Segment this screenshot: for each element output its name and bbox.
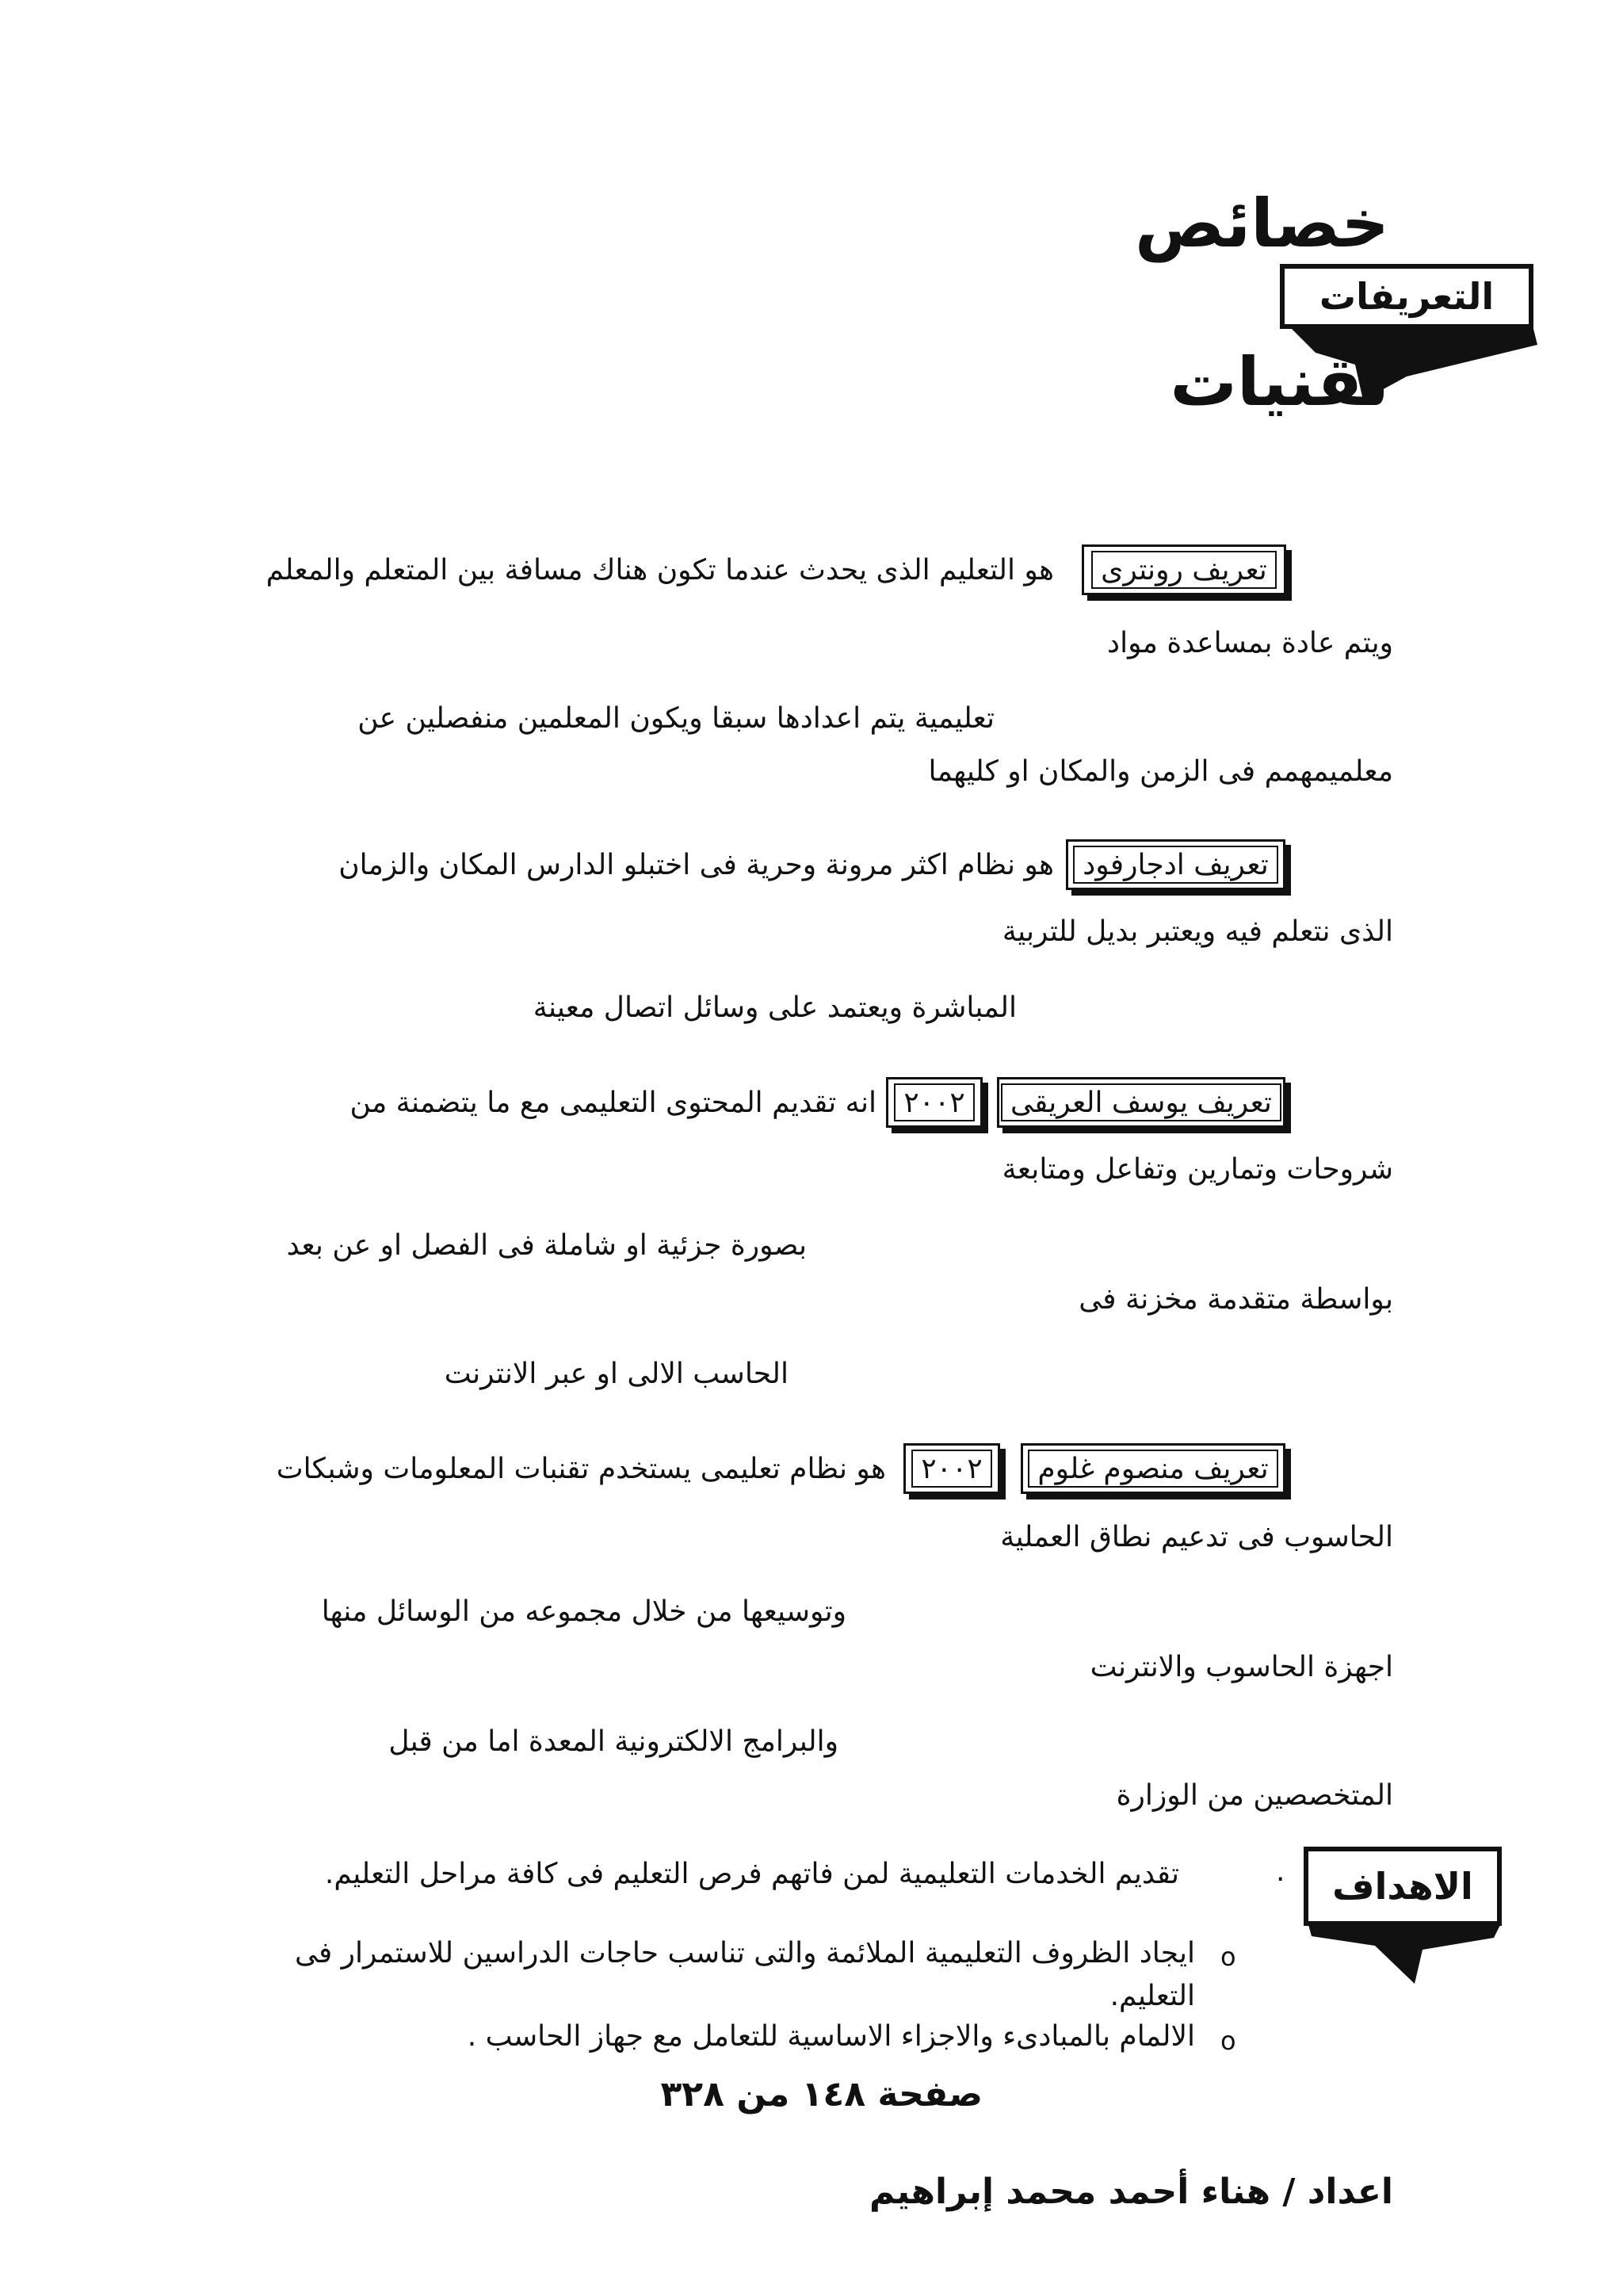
header-word-bottom: تقنيات	[1170, 343, 1389, 421]
definition-text: بواسطة متقدمة مخزنة فى	[1079, 1283, 1393, 1316]
goals-label: الاهداف	[1332, 1865, 1473, 1908]
bullet-icon: o	[1220, 2026, 1236, 2056]
term-box-yousef	[997, 1077, 1285, 1128]
header-word-top: خصائص	[1135, 185, 1389, 262]
definition-text: الذى نتعلم فيه ويعتبر بديل للتربية	[1002, 915, 1393, 948]
definition-text: المباشرة ويعتمد على وسائل اتصال معينة	[533, 991, 1017, 1024]
definition-text: بصورة جزئية او شاملة فى الفصل او عن بعد	[286, 1229, 807, 1262]
term-label: تعريف يوسف العريقى	[1010, 1086, 1272, 1119]
definition-text: اجهزة الحاسوب والانترنت	[1090, 1651, 1393, 1683]
year-box	[886, 1077, 983, 1128]
bullet-icon: o	[1220, 1942, 1236, 1972]
definition-text: هو نظام اكثر مرونة وحرية فى اختبلو الدارس المكان والزمان	[338, 849, 1054, 881]
goal-text: التعليم.	[1109, 1980, 1195, 2012]
definition-text: الحاسب الالى او عبر الانترنت	[444, 1358, 789, 1390]
term-label: تعريف منصوم غلوم	[1037, 1452, 1269, 1485]
goal-text: تقديم الخدمات التعليمية لمن فاتهم فرص التعليم فى كافة مراحل التعليم.	[324, 1858, 1179, 1890]
header-box-label: التعريفات	[1319, 275, 1495, 318]
term-box-rowntree	[1082, 544, 1286, 595]
header-definitions-box	[1280, 264, 1533, 329]
term-label: تعريف ادجارفود	[1083, 848, 1269, 881]
author: اعداد / هناء أحمد محمد إبراهيم	[869, 2172, 1393, 2212]
definition-text: وتوسيعها من خلال مجموعه من الوسائل منها	[321, 1595, 846, 1628]
year-label: ٢٠٠٢	[921, 1452, 983, 1485]
year-label: ٢٠٠٢	[903, 1086, 965, 1119]
term-box-edgar-dale	[1066, 839, 1285, 890]
definition-text: معلميمهمم فى الزمن والمكان او كليهما	[928, 755, 1393, 788]
definition-text: هو التعليم الذى يحدث عندما تكون هناك مسافة بين المتعلم والمعلم	[265, 554, 1054, 586]
definition-text: تعليمية يتم اعدادها سبقا ويكون المعلمين منفصلين عن	[357, 702, 995, 735]
goal-text: الالمام بالمبادىء والاجزاء الاساسية للتعامل مع جهاز الحاسب .	[467, 2020, 1195, 2053]
goal-text: ايجاد الظروف التعليمية الملائمة والتى تناسب حاجات الدراسين للاستمرار فى	[294, 1937, 1195, 1969]
goals-box	[1304, 1847, 1502, 1926]
page-number: صفحة ١٤٨ من ٣٢٨	[660, 2074, 983, 2115]
definition-text: ويتم عادة بمساعدة مواد	[1107, 627, 1393, 659]
definition-text: هو نظام تعليمى يستخدم تقنبات المعلومات وشبكات	[276, 1453, 886, 1485]
definition-text: والبرامج الالكترونية المعدة اما من قبل	[388, 1725, 838, 1758]
term-box-mansoum	[1021, 1443, 1285, 1494]
definition-text: المتخصصين من الوزارة	[1116, 1779, 1393, 1812]
goals-marker: .	[1276, 1855, 1285, 1888]
year-box	[903, 1443, 1000, 1494]
definition-text: شروحات وتمارين وتفاعل ومتابعة	[1002, 1153, 1393, 1186]
definition-text: انه تقديم المحتوى التعليمى مع ما يتضمنة من	[349, 1087, 876, 1119]
term-label: تعريف رونترى	[1101, 553, 1267, 586]
definition-text: الحاسوب فى تدعيم نطاق العملية	[1000, 1521, 1393, 1553]
